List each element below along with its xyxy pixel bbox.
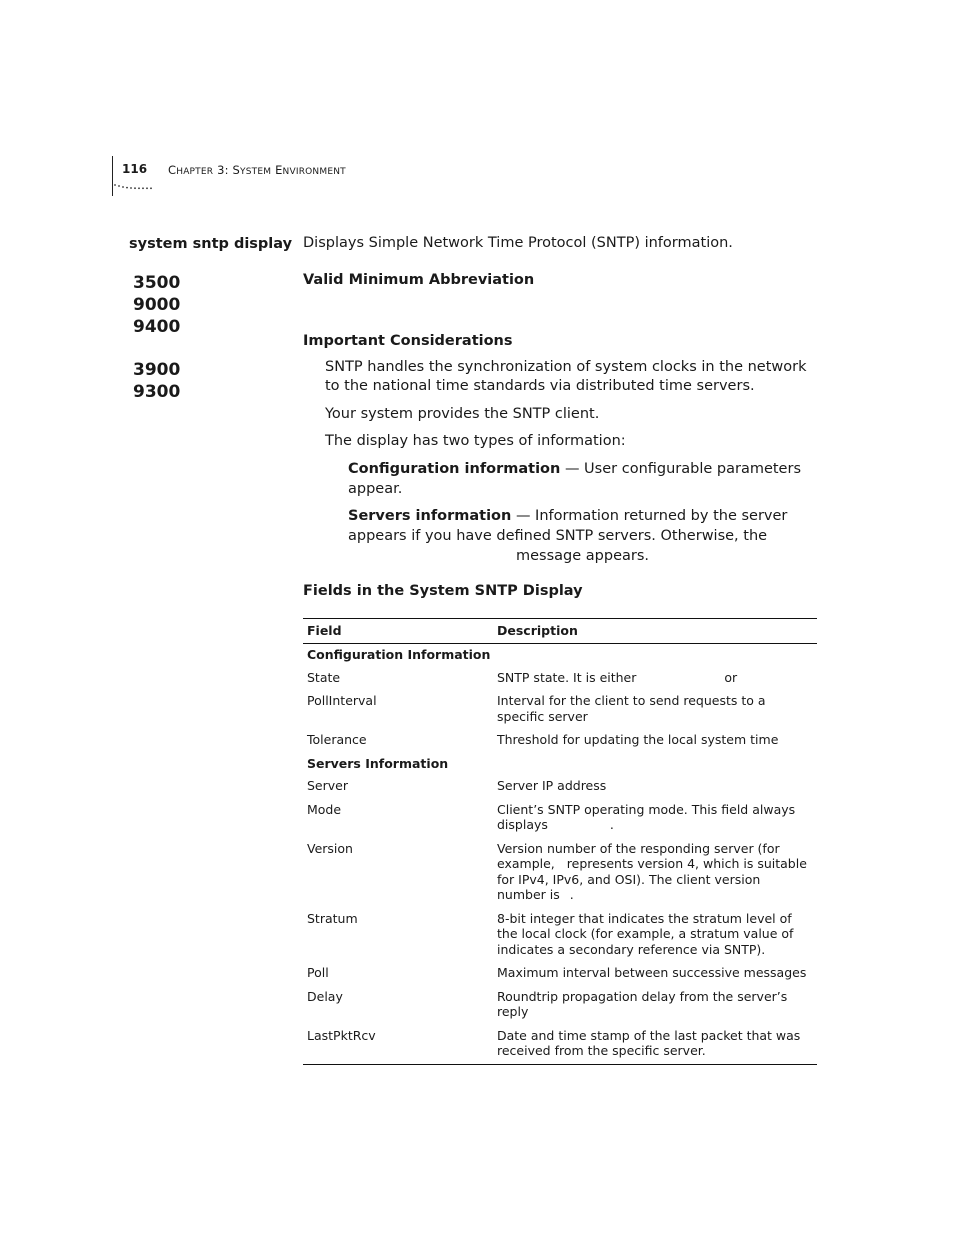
table-row xyxy=(303,729,817,753)
desc-lastpktrcv: Date and time stamp of the last packet that was received from the specific server. xyxy=(497,1027,801,1058)
table-section-row xyxy=(303,644,817,667)
page-number: 116 xyxy=(122,162,148,176)
heading-fields: Fields in the System SNTP Display xyxy=(303,583,583,599)
desc-server: Server IP address xyxy=(497,778,607,793)
field-state: State xyxy=(307,669,341,685)
table-row xyxy=(303,838,817,908)
desc-stratum: 8-bit integer that indicates the stratum level of the local clock (for example, a stratum value of indicates a secondary reference via SNTP). xyxy=(497,910,794,957)
chapter-title: CHAPTER 3: SYSTEM ENVIRONMENT xyxy=(168,163,346,177)
field-server: Server xyxy=(307,778,348,793)
section-configuration: Configuration Information xyxy=(307,647,491,662)
desc-mode: Client’s SNTP operating mode. This field always displays . xyxy=(497,801,796,832)
table-row xyxy=(303,775,817,799)
table-row xyxy=(303,667,817,691)
table-section-row xyxy=(303,753,817,776)
field-pollinterval: PollInterval xyxy=(307,693,377,708)
field-lastpktrcv: LastPktRcv xyxy=(307,1027,376,1043)
table-row xyxy=(303,1025,817,1065)
consideration-types: The display has two types of information: xyxy=(325,433,626,449)
consideration-sync: SNTP handles the synchronization of system clocks in the network to the national time standards via distributed time servers. xyxy=(325,359,807,394)
heading-important-considerations: Important Considerations xyxy=(303,333,513,349)
platform-3900: 3900 xyxy=(133,360,181,380)
field-tolerance: Tolerance xyxy=(307,732,367,747)
header-rule xyxy=(112,156,113,196)
table-row xyxy=(303,962,817,986)
table-row xyxy=(303,690,817,729)
field-mode: Mode xyxy=(307,801,342,817)
table-row xyxy=(303,799,817,838)
platform-9300: 9300 xyxy=(133,382,181,402)
command-description: Displays Simple Network Time Protocol (SNTP) information. xyxy=(303,235,733,251)
platform-9000: 9000 xyxy=(133,295,181,315)
command-name: system sntp display xyxy=(129,236,293,252)
platform-3500: 3500 xyxy=(133,273,181,293)
column-header-field: Field xyxy=(303,619,493,644)
desc-state: SNTP state. It is either or xyxy=(497,669,738,685)
field-delay: Delay xyxy=(307,988,343,1004)
desc-poll: Maximum interval between successive messages xyxy=(497,965,807,980)
consideration-client: Your system provides the SNTP client. xyxy=(325,406,600,422)
heading-valid-min-abbrev: Valid Minimum Abbreviation xyxy=(303,272,535,288)
desc-tolerance: Threshold for updating the local system time xyxy=(497,732,779,747)
fields-table xyxy=(303,618,817,1065)
platform-9400: 9400 xyxy=(133,317,181,337)
servers-info-item: Servers information — Information returned by the server appears if you have defined SNTP servers. Otherwise, the message appears. xyxy=(348,508,788,564)
column-header-description: Description xyxy=(493,619,817,644)
field-poll: Poll xyxy=(307,965,329,980)
desc-pollinterval: Interval for the client to send requests to a specific server xyxy=(497,693,766,724)
field-stratum: Stratum xyxy=(307,910,358,926)
desc-delay: Roundtrip propagation delay from the server’s reply xyxy=(497,988,788,1019)
table-row xyxy=(303,908,817,963)
field-version: Version xyxy=(307,840,353,856)
table-row xyxy=(303,986,817,1025)
desc-version: Version number of the responding server (for example, represents version 4, which is suitable for IPv4, IPv6, and OSI). The client version number is . xyxy=(497,840,807,902)
table-header-row xyxy=(303,619,817,644)
header-dots-decoration xyxy=(112,184,156,190)
section-servers: Servers Information xyxy=(307,755,449,771)
config-info-item: Configuration information — User configurable parameters appear. xyxy=(348,461,801,497)
